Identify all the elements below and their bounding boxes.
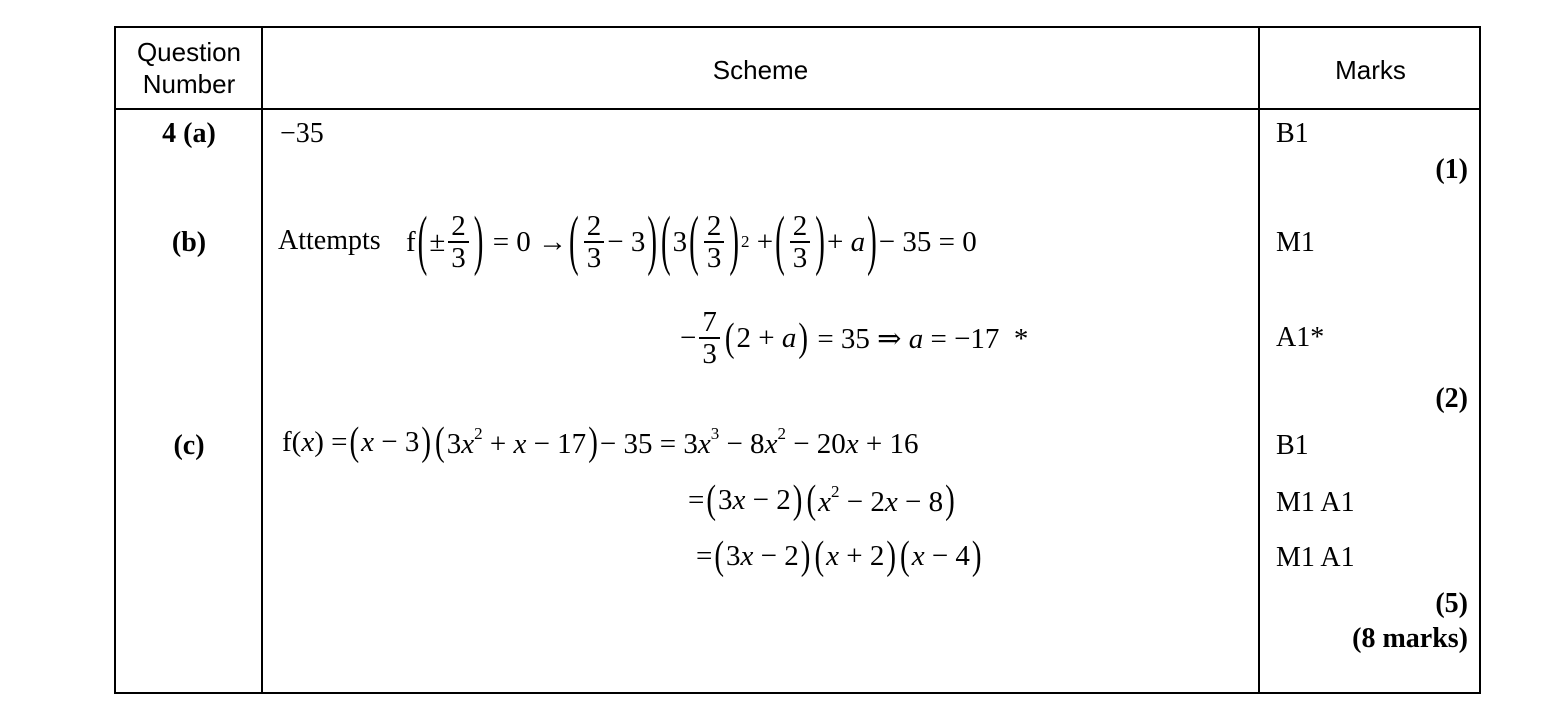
answer-a: −35 [280, 118, 324, 149]
question-label-4c: (c) [173, 430, 205, 461]
equation-b-line1: f ( ± $\frac{2}{3}$ ) = 0 → ( $\frac{2}{3}$ − 3 ) ( 3 ( $\frac{2}{3}$ ) 2 + ( $\frac{2}{3}$ ) + a ) − 35 = 0 [406, 204, 977, 278]
mark-c2: M1 A1 [1276, 487, 1355, 518]
question-label-4a: 4 (a) [162, 118, 216, 149]
mark-a: B1 [1276, 118, 1309, 149]
overall-total: (8 marks) [1352, 623, 1468, 654]
header-marks: Marks [1335, 55, 1406, 85]
column-divider-marks [1258, 26, 1260, 694]
subtotal-a: (1) [1435, 154, 1468, 185]
equation-c-line1: f(x) = ( x − 3 ) ( $3x^2 + x - 17$ ) − $35 = 3x^3 - 8x^2 - 20x + 16$ [282, 418, 919, 464]
header-divider [114, 108, 1481, 110]
header-question-number: Question Number [136, 37, 242, 99]
mark-c3: M1 A1 [1276, 542, 1355, 573]
attempts-label: Attempts [278, 225, 381, 256]
subtotal-b: (2) [1435, 383, 1468, 414]
mark-b2: A1* [1276, 322, 1325, 353]
mark-c1: B1 [1276, 430, 1309, 461]
subtotal-c: (5) [1435, 588, 1468, 619]
equation-c-line2: = ( 3x − 2 ) ( $x^2 - 2x - 8$ ) [688, 476, 955, 522]
question-label-4b: (b) [171, 227, 207, 258]
mark-b1: M1 [1276, 227, 1315, 258]
header-scheme: Scheme [712, 55, 809, 85]
equation-b-line2: − $\frac{7}{3}$ ( 2 + a ) = 35 ⇒ a = −17 * [680, 306, 1029, 370]
equation-c-line3: = ( 3x − 2 ) ( x + 2 ) ( x − 4 ) [696, 532, 982, 578]
